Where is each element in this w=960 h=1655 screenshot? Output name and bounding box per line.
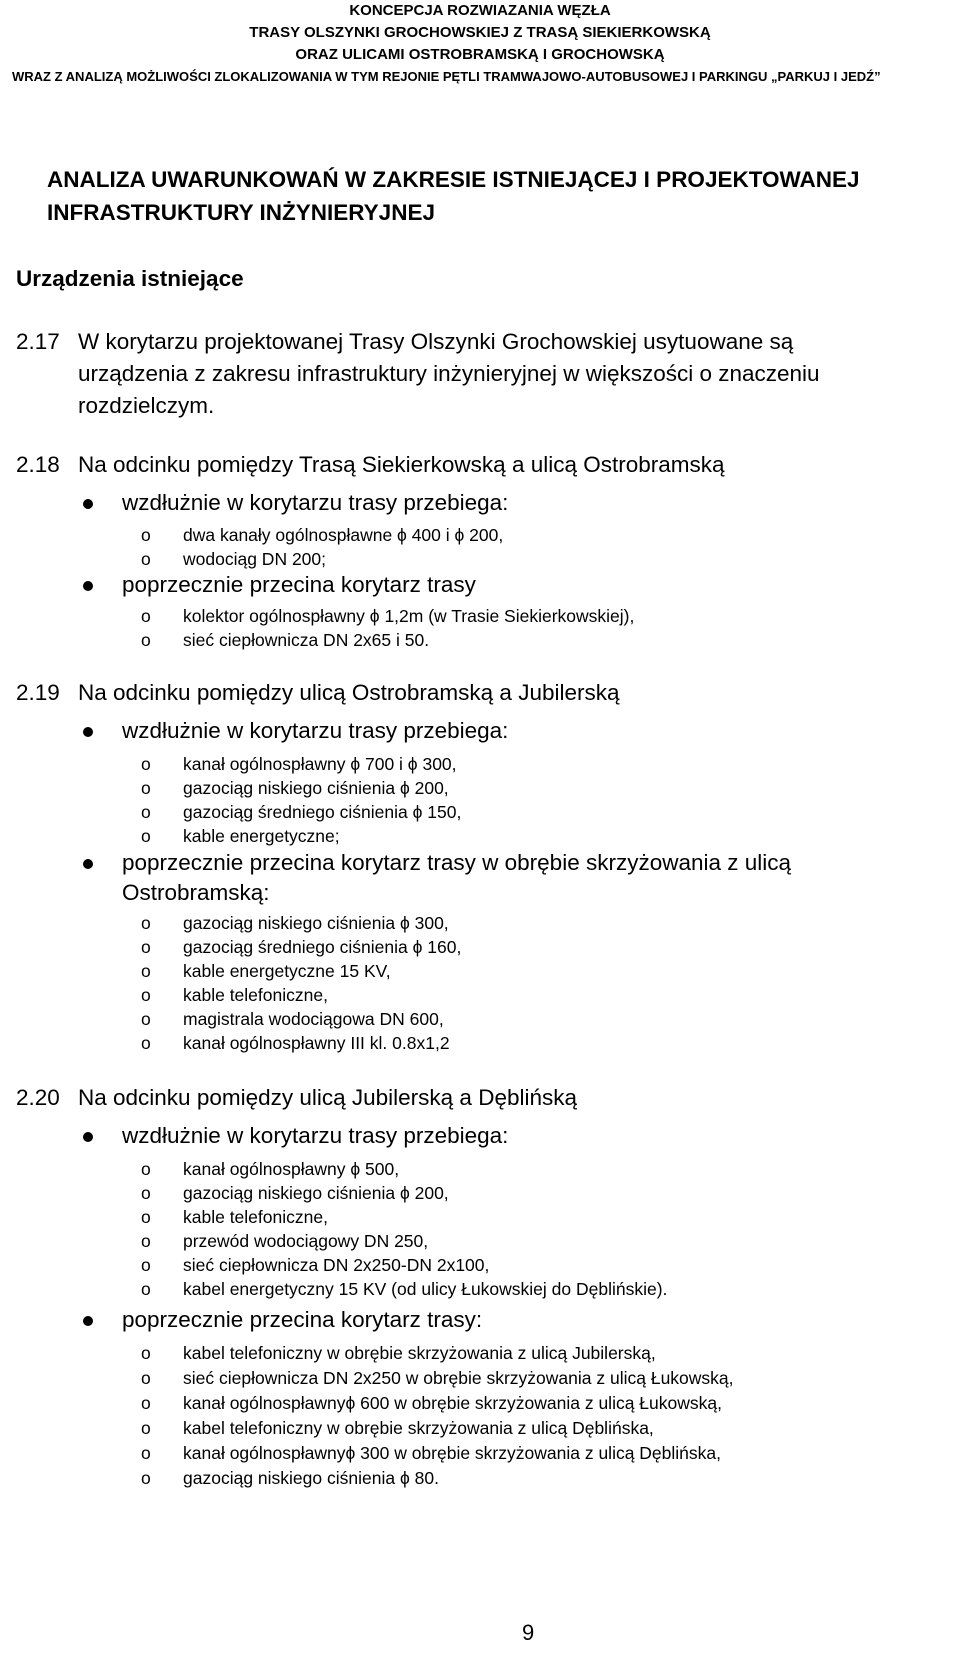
list-item-text: kabel telefoniczny w obrębie skrzyżowania z ulicą Dęblińska, [183, 1418, 654, 1438]
paragraph-number: 2.18 [16, 452, 60, 477]
paragraph-text: Na odcinku pomiędzy Trasą Siekierkowską a ulicą Ostrobramską [78, 452, 725, 477]
bullet-text: poprzecznie przecina korytarz trasy w obrębie skrzyżowania z ulicą Ostrobramską: [122, 850, 792, 905]
paragraph-number: 2.17 [16, 329, 60, 354]
list-marker: o [141, 937, 151, 957]
list-marker: o [141, 1468, 151, 1488]
list-marker: o [141, 1343, 151, 1363]
list-item-text: kolektor ogólnospławny ϕ 1,2m (w Trasie Siekierkowskiej), [183, 606, 635, 626]
list-item-text: kanał ogólnospławny ϕ 700 i ϕ 300, [183, 754, 457, 774]
header-line-2: TRASY OLSZYNKI GROCHOWSKIEJ Z TRASĄ SIEKIERKOWSKĄ [249, 24, 711, 41]
list-item-text: magistrala wodociągowa DN 600, [183, 1009, 444, 1029]
list-marker: o [141, 1368, 151, 1388]
paragraph-text: Na odcinku pomiędzy ulicą Ostrobramską a Jubilerską [78, 680, 620, 705]
bullet-text: poprzecznie przecina korytarz trasy: [122, 1307, 483, 1332]
list-item-text: sieć ciepłownicza DN 2x250 w obrębie skrzyżowania z ulicą Łukowską, [183, 1368, 734, 1388]
list-marker: o [141, 1159, 151, 1179]
section-subheading: Urządzenia istniejące [16, 266, 244, 291]
bullet-dot-icon [83, 581, 93, 591]
list-marker: o [141, 1443, 151, 1463]
bullet-text: wzdłużnie w korytarzu trasy przebiega: [122, 718, 509, 743]
list-marker: o [141, 1033, 151, 1053]
paragraph-text: Na odcinku pomiędzy ulicą Jubilerską a Dęblińską [78, 1085, 577, 1110]
bullet-text: poprzecznie przecina korytarz trasy [122, 572, 476, 597]
bullet-dot-icon [83, 499, 93, 509]
list-item-text: kanał ogólnospławny III kl. 0.8x1,2 [183, 1033, 450, 1053]
page-number: 9 [522, 1620, 535, 1645]
list-item-text: kable energetyczne; [183, 826, 340, 846]
bullet-dot-icon [83, 1316, 93, 1326]
list-item-text: gazociąg niskiego ciśnienia ϕ 200, [183, 778, 449, 798]
document-header [0, 0, 960, 88]
list-item-text: przewód wodociągowy DN 250, [183, 1231, 429, 1251]
list-item-text: gazociąg niskiego ciśnienia ϕ 80. [183, 1468, 439, 1488]
list-item-text: kanał ogólnospławnyϕ 600 w obrębie skrzyżowania z ulicą Łukowską, [183, 1393, 722, 1413]
list-marker: o [141, 1418, 151, 1438]
list-item-text: gazociąg średniego ciśnienia ϕ 160, [183, 937, 462, 957]
list-marker: o [141, 606, 151, 626]
list-marker: o [141, 961, 151, 981]
list-item-text: wodociąg DN 200; [183, 549, 326, 569]
list-marker: o [141, 1231, 151, 1251]
list-item-text: dwa kanały ogólnospławne ϕ 400 i ϕ 200, [183, 525, 504, 545]
list-marker: o [141, 985, 151, 1005]
header-line-3: ORAZ ULICAMI OSTROBRAMSKĄ I GROCHOWSKĄ [295, 46, 665, 63]
paragraph-number: 2.20 [16, 1085, 60, 1110]
header-line-1: KONCEPCJA ROZWIAZANIA WĘZŁA [349, 2, 611, 19]
list-item-text: sieć ciepłownicza DN 2x250-DN 2x100, [183, 1255, 490, 1275]
list-marker: o [141, 1207, 151, 1227]
list-marker: o [141, 826, 151, 846]
list-item-text: kable telefoniczne, [183, 1207, 328, 1227]
list-marker: o [141, 525, 151, 545]
list-marker: o [141, 778, 151, 798]
list-item-text: kanał ogólnospławnyϕ 300 w obrębie skrzyżowania z ulicą Dęblińska, [183, 1443, 722, 1463]
list-marker: o [141, 1009, 151, 1029]
list-item-text: gazociąg niskiego ciśnienia ϕ 200, [183, 1183, 449, 1203]
list-marker: o [141, 549, 151, 569]
bullet-dot-icon [83, 727, 93, 737]
list-marker: o [141, 754, 151, 774]
list-marker: o [141, 1255, 151, 1275]
list-marker: o [141, 1393, 151, 1413]
list-item-text: kabel energetyczny 15 KV (od ulicy Łukowskiej do Dęblińskie). [183, 1279, 668, 1299]
list-item-text: kanał ogólnospławny ϕ 500, [183, 1159, 400, 1179]
list-item-text: gazociąg średniego ciśnienia ϕ 150, [183, 802, 462, 822]
bullet-text: wzdłużnie w korytarzu trasy przebiega: [122, 490, 509, 515]
bullet-dot-icon [83, 1132, 93, 1142]
paragraph-number: 2.19 [16, 680, 60, 705]
bullet-text: wzdłużnie w korytarzu trasy przebiega: [122, 1123, 509, 1148]
list-item-text: kable telefoniczne, [183, 985, 328, 1005]
list-marker: o [141, 1183, 151, 1203]
list-item-text: sieć ciepłownicza DN 2x65 i 50. [183, 630, 430, 650]
list-item-text: kable energetyczne 15 KV, [183, 961, 391, 981]
list-item-text: kabel telefoniczny w obrębie skrzyżowania z ulicą Jubilerską, [183, 1343, 656, 1363]
list-item-text: gazociąg niskiego ciśnienia ϕ 300, [183, 913, 449, 933]
header-line-4: WRAZ Z ANALIZĄ MOŻLIWOŚCI ZLOKALIZOWANIA W TYM REJONIE PĘTLI TRAMWAJOWO-AUTOBUSOWEJ I PARKINGU „PARKUJ I JEDŹ” [12, 69, 881, 84]
bullet-dot-icon [83, 859, 93, 869]
paragraph-text: W korytarzu projektowanej Trasy Olszynki Grochowskiej usytuowane są urządzenia z zakresu infrastruktury inżynieryjnej w większości o znaczeniu rozdzielczym. [78, 329, 820, 418]
list-marker: o [141, 630, 151, 650]
list-marker: o [141, 802, 151, 822]
main-title: ANALIZA UWARUNKOWAŃ W ZAKRESIE ISTNIEJĄCEJ I PROJEKTOWANEJ INFRASTRUKTURY INŻYNIERYJNEJ [47, 167, 860, 225]
list-marker: o [141, 913, 151, 933]
list-marker: o [141, 1279, 151, 1299]
